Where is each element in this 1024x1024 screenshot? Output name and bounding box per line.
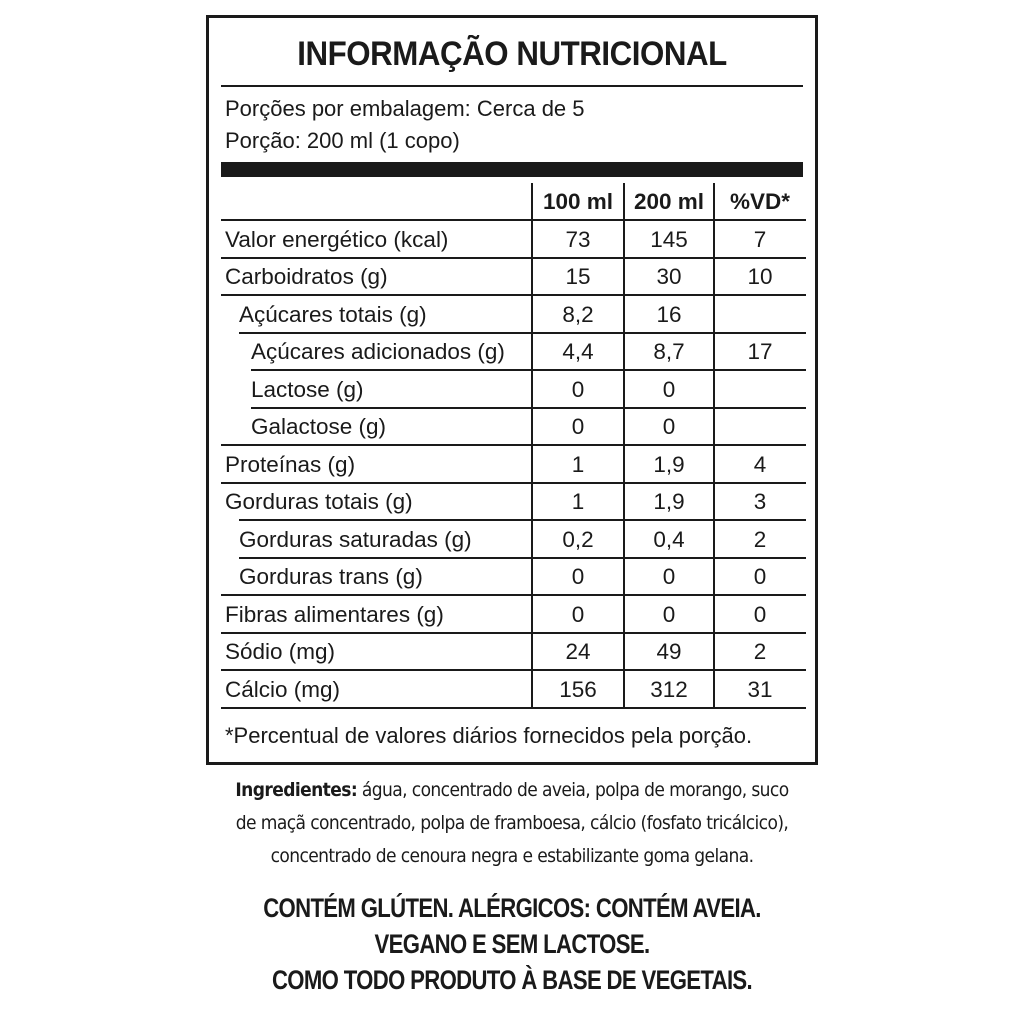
value-dv: 4 — [753, 451, 767, 477]
servings-per-package: Porções por embalagem: Cerca de 5 — [225, 96, 585, 121]
value-200ml: 145 — [650, 226, 688, 252]
nutrition-table — [221, 183, 806, 708]
ingredients-block — [196, 774, 828, 873]
vegetable-statement: COMO TODO PRODUTO À BASE DE VEGETAIS. — [271, 965, 753, 995]
thick-divider — [221, 162, 803, 177]
value-dv: 2 — [753, 526, 767, 552]
table-row — [221, 671, 806, 709]
header-200ml: 200 ml — [633, 189, 705, 214]
ingredients-line: concentrado de cenoura negra e estabilizante goma gelana. — [270, 845, 754, 867]
value-200ml: 0 — [662, 376, 676, 402]
table-row — [221, 371, 806, 409]
value-100ml: 0 — [571, 376, 585, 402]
header-100ml: 100 ml — [542, 189, 614, 214]
value-dv: 7 — [753, 226, 767, 252]
value-100ml: 156 — [559, 676, 597, 702]
value-200ml: 0 — [662, 601, 676, 627]
value-dv: 0 — [753, 601, 767, 627]
nutrient-name: Açúcares totais (g) — [239, 301, 427, 327]
value-200ml: 1,9 — [653, 451, 685, 477]
table-header-row — [221, 183, 806, 221]
value-100ml: 0 — [571, 601, 585, 627]
vegan-statement: VEGANO E SEM LACTOSE. — [374, 929, 650, 959]
value-100ml: 4,4 — [562, 339, 594, 364]
nutrient-name: Cálcio (mg) — [225, 676, 341, 702]
value-100ml: 15 — [565, 264, 591, 289]
value-100ml: 8,2 — [562, 301, 594, 327]
table-row — [221, 333, 806, 371]
value-200ml: 30 — [656, 264, 682, 289]
table-row — [221, 483, 806, 521]
nutrient-name: Fibras alimentares (g) — [225, 601, 444, 627]
table-row — [221, 296, 806, 334]
nutrient-name: Gorduras saturadas (g) — [239, 526, 472, 552]
table-row — [221, 558, 806, 596]
value-100ml: 73 — [565, 226, 591, 252]
value-100ml: 1 — [571, 451, 585, 477]
value-dv: 31 — [747, 676, 773, 702]
value-dv — [714, 296, 806, 334]
value-200ml: 312 — [650, 676, 688, 702]
table-row — [221, 258, 806, 296]
value-200ml: 0 — [662, 564, 676, 589]
label-title: INFORMAÇÃO NUTRICIONAL — [297, 35, 727, 73]
nutrient-name: Gorduras trans (g) — [239, 564, 423, 589]
value-200ml: 1,9 — [653, 489, 685, 514]
nutrition-facts-panel — [206, 15, 818, 765]
table-row — [221, 521, 806, 559]
value-100ml: 0,2 — [562, 526, 594, 552]
value-100ml: 0 — [571, 564, 585, 589]
table-row — [221, 446, 806, 484]
dv-footnote: *Percentual de valores diários fornecidos pela porção. — [225, 723, 753, 748]
nutrient-name: Valor energético (kcal) — [225, 226, 449, 252]
table-row — [221, 221, 806, 259]
value-200ml: 0,4 — [653, 526, 685, 552]
table-row — [221, 596, 806, 634]
nutrient-name: Lactose (g) — [251, 376, 364, 402]
value-200ml: 0 — [662, 414, 676, 439]
value-dv — [714, 408, 806, 446]
value-200ml: 8,7 — [653, 339, 685, 364]
nutrient-name: Carboidratos (g) — [225, 264, 388, 289]
header-dv: %VD* — [729, 189, 791, 214]
value-100ml: 24 — [565, 639, 591, 664]
ingredients-line — [196, 774, 828, 807]
nutrient-name: Galactose (g) — [251, 414, 387, 439]
table-row — [221, 408, 806, 446]
nutrient-name: Gorduras totais (g) — [225, 489, 413, 514]
value-dv: 2 — [753, 639, 767, 664]
value-dv: 0 — [753, 564, 767, 589]
ingredients-heading: Ingredientes: — [235, 779, 358, 801]
value-dv: 3 — [753, 489, 767, 514]
value-200ml: 16 — [656, 301, 682, 327]
value-dv: 10 — [747, 264, 773, 289]
value-100ml: 0 — [571, 414, 585, 439]
allergen-warning: CONTÉM GLÚTEN. ALÉRGICOS: CONTÉM AVEIA. — [263, 893, 761, 923]
title-divider — [221, 85, 803, 87]
table-row — [221, 633, 806, 671]
nutrient-name: Açúcares adicionados (g) — [251, 339, 505, 364]
ingredients-text: água, concentrado de aveia, polpa de morango, suco — [361, 779, 789, 801]
serving-size: Porção: 200 ml (1 copo) — [225, 128, 460, 153]
value-100ml: 1 — [571, 489, 585, 514]
ingredients-line: de maçã concentrado, polpa de framboesa, cálcio (fosfato tricálcico), — [235, 812, 789, 834]
nutrient-name: Sódio (mg) — [225, 639, 336, 664]
value-dv: 17 — [747, 339, 773, 364]
value-200ml: 49 — [656, 639, 682, 664]
nutrient-name: Proteínas (g) — [225, 451, 356, 477]
value-dv — [714, 371, 806, 409]
